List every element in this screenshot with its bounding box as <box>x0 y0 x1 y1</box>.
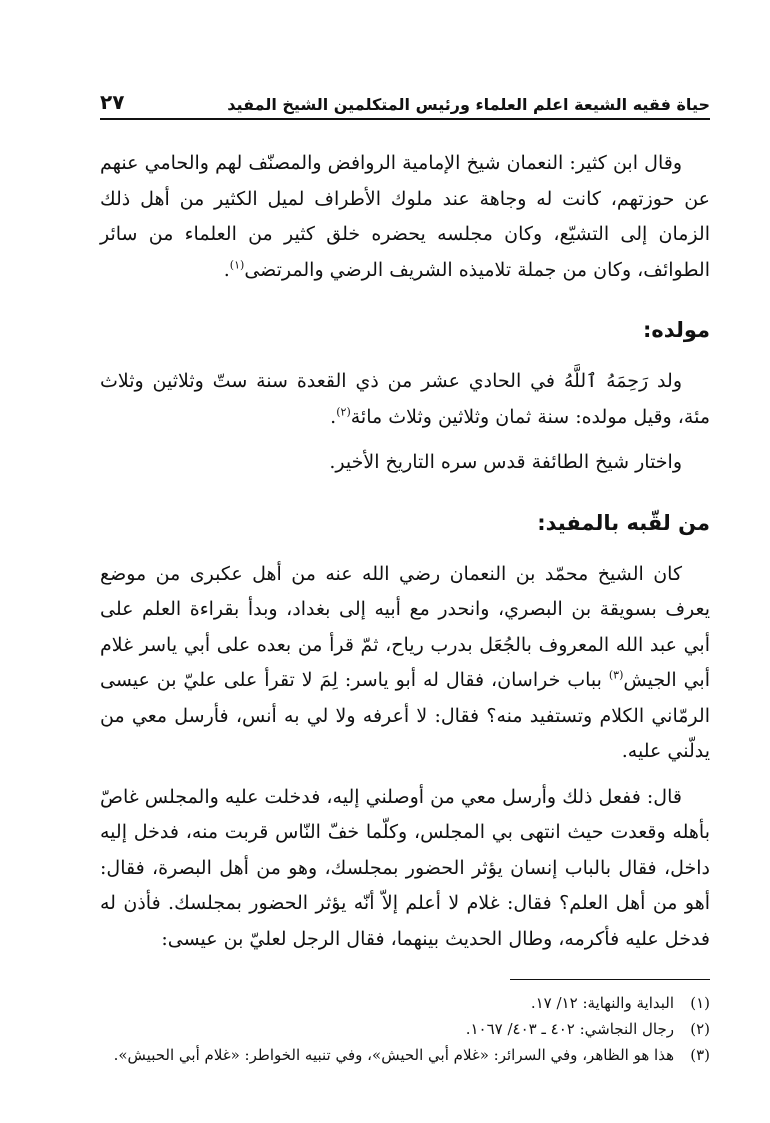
footnote-item <box>100 990 710 1016</box>
page-number: ٢٧ <box>100 90 125 114</box>
footnote-number: (١) <box>690 994 710 1012</box>
paragraph-text: وقال ابن كثير: النعمان شيخ الإمامية الروافض والمصنّف لهم والحامي عنهم عن حوزتهم، كانت له وجاهة عند ملوك الأطراف لميل الكثير من أهل ذلك الزمان إلى التشيّع، وكان مجلسه يحضره خلق كثير من العلماء من سائر الطوائف، وكان من جملة تلاميذه الشريف الرضي والمرتضى <box>100 152 710 281</box>
page <box>100 78 710 1098</box>
footnote-text: هذا هو الظاهر، وفي السرائر: «غلام أبي الحيش»، وفي تنبيه الخواطر: «غلام أبي الحبيش». <box>113 1046 674 1064</box>
footnote-number: (٣) <box>690 1046 710 1064</box>
section-heading-birth: مولده: <box>643 318 710 342</box>
footnote-number: (٢) <box>690 1020 710 1038</box>
main-text <box>100 146 710 957</box>
paragraph-text: كان الشيخ محمّد بن النعمان رضي الله عنه من أهل عكبرى من موضع يعرف بسويقة بن البصري، وانحدر مع أبيه إلى بغداد، وبدأ بقراءة العلم على أبي عبد الله المعروف بالجُعَل بدرب رياح، ثمّ قرأ من بعده على أبي ياسر غلام أبي الجيش <box>100 562 710 691</box>
paragraph-text: بباب خراسان، فقال له أبو ياسر: لِمَ لا تقرأ على عليّ بن عيسى الرمّاني الكلام وتستفيد منه؟ فقال: لا أعرفه ولا لي به أنس، فأرسل معي من يدلّني عليه. <box>100 669 710 762</box>
paragraph-mufid-1 <box>100 557 710 770</box>
footnotes <box>100 990 710 1068</box>
paragraph-mufid-2: قال: ففعل ذلك وأرسل معي من أوصلني إليه، فدخلت عليه والمجلس غاصّ بأهله وقعدت حيث انتهى بي المجلس، وكلّما خفّ النّاس قربت منه، فدخل إليه داخل، فقال بالباب إنسان يؤثر الحضور بمجلسك، وهو من أهل البصرة، فقال: أهو من أهل العلم؟ فقال: غلام لا أعلم إلاّ أنّه يؤثر الحضور بمجلسك. فأذن له فدخل عليه فأكرمه، وطال الحديث بينهما، فقال الرجل لعليّ بن عيسى: <box>100 785 710 950</box>
footnote-ref: (٣) <box>608 668 624 682</box>
footnote-ref: (٢) <box>336 405 351 419</box>
footnote-text: رجال النجاشي: ٤٠٢ ـ ٤٠٣/ ١٠٦٧. <box>465 1020 674 1038</box>
paragraph-birth: ولد رَحِمَهُ ٱللَّهُ في الحادي عشر من ذي القعدة سنة ستّ وثلاثين وثلاث مئة، وقيل مولده: سنة ثمان وثلاثين وثلاث مائة$^{(٢)}$. <box>100 370 710 428</box>
footnote-item <box>100 1042 710 1068</box>
footnote-ref: (١) <box>229 258 245 272</box>
footnote-divider <box>510 979 710 980</box>
section-heading-title-mufid: من لقّبه بالمفيد: <box>537 510 710 535</box>
paragraph-text: ولد رَحِمَهُ ٱللَّهُ في الحادي عشر من ذي القعدة سنة ستّ وثلاثين وثلاث مئة، وقيل مولده: سنة ثمان وثلاثين وثلاث مائة <box>100 370 710 428</box>
footnote-item <box>100 1016 710 1042</box>
footnote-text: البداية والنهاية: ١٢/ ١٧. <box>530 994 674 1012</box>
running-header <box>100 78 710 120</box>
paragraph-birth-note: واختار شيخ الطائفة قدس سره التاريخ الأخير. <box>329 451 682 473</box>
paragraph-ibn-kathir: وقال ابن كثير: النعمان شيخ الإمامية الروافض والمصنّف لهم والحامي عنهم عن حوزتهم، كانت له وجاهة عند ملوك الأطراف لميل الكثير من أهل ذلك الزمان إلى التشيّع، وكان مجلسه يحضره خلق كثير من العلماء من سائر الطوائف، وكان من جملة تلاميذه الشريف الرضي والمرتضى$^{(١)}$. <box>100 152 710 281</box>
header-title: حياة فقيه الشيعة اعلم العلماء ورئيس المتكلمين الشيخ المفيد <box>227 95 710 114</box>
